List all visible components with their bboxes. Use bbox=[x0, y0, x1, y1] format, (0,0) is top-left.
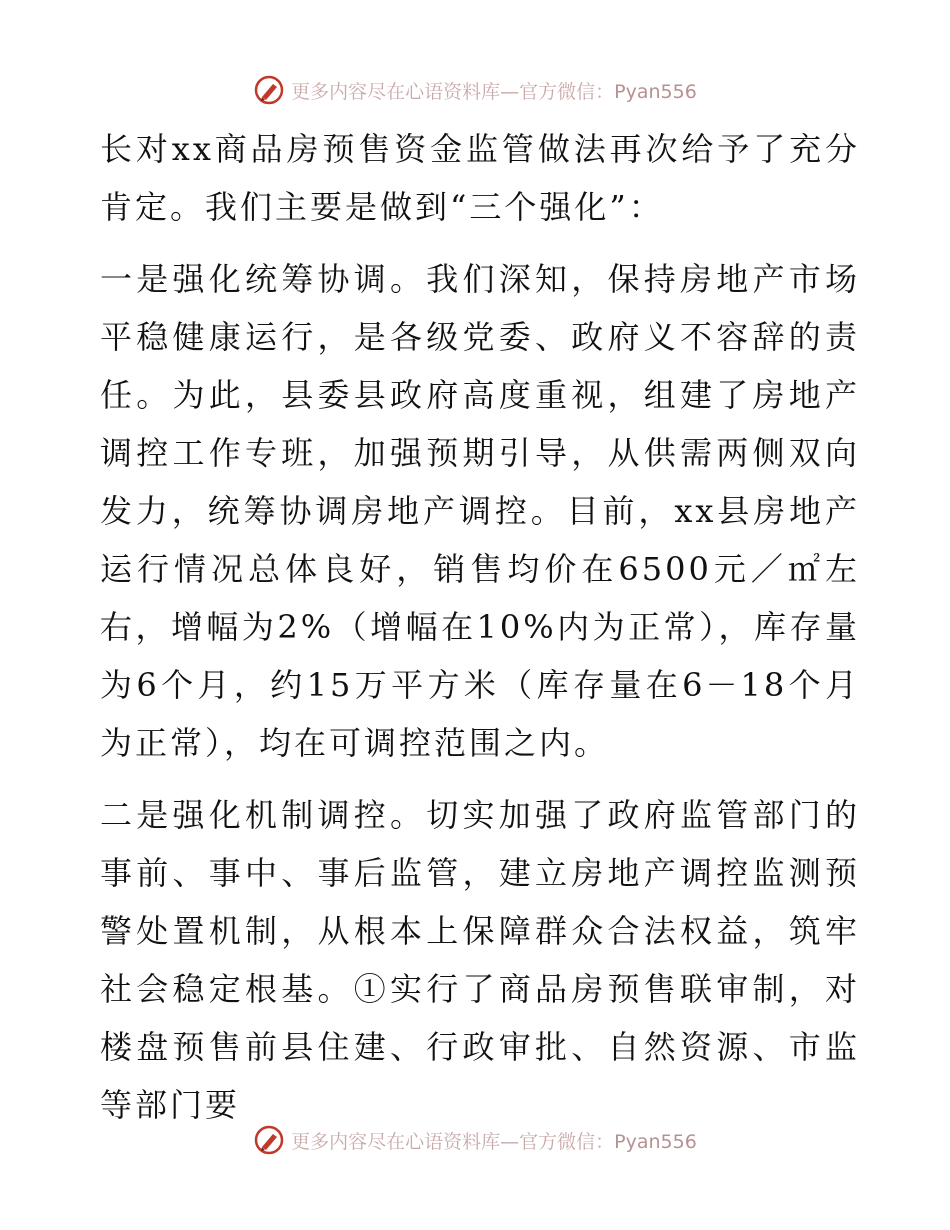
pen-logo-icon bbox=[253, 74, 285, 106]
footer-watermark bbox=[0, 1120, 950, 1160]
wechat-id: Pyan556 bbox=[614, 80, 697, 103]
header-watermark bbox=[0, 70, 950, 110]
watermark-text: 更多内容尽在心语资料库—官方微信：Pyan556 bbox=[291, 1130, 697, 1153]
document-body bbox=[100, 120, 860, 1134]
watermark-text: 更多内容尽在心语资料库—官方微信：Pyan556 bbox=[291, 80, 697, 103]
paragraph-first-point: 一是强化统筹协调。我们深知，保持房地产市场平稳健康运行，是各级党委、政府义不容辞的责任。为此，县委县政府高度重视，组建了房地产调控工作专班，加强预期引导，从供需两侧双向发力，统筹协调房地产调控。目前，xx县房地产运行情况总体良好，销售均价在6500元／㎡左右，增幅为2%（增幅在10%内为正常），库存量为6个月，约15万平方米（库存量在6－18个月为正常），均在可调控范围之内。 bbox=[100, 260, 860, 762]
paragraph-second-point: 二是强化机制调控。切实加强了政府监管部门的事前、事中、事后监管，建立房地产调控监测预警处置机制，从根本上保障群众合法权益，筑牢社会稳定根基。①实行了商品房预售联审制，对楼盘预售前县住建、行政审批、自然资源、市监等部门要 bbox=[100, 796, 860, 1124]
paragraph-intro: 长对xx商品房预售资金监管做法再次给予了充分肯定。我们主要是做到“三个强化”： bbox=[100, 130, 860, 226]
pen-logo-icon bbox=[253, 1124, 285, 1156]
wechat-id: Pyan556 bbox=[614, 1130, 697, 1153]
